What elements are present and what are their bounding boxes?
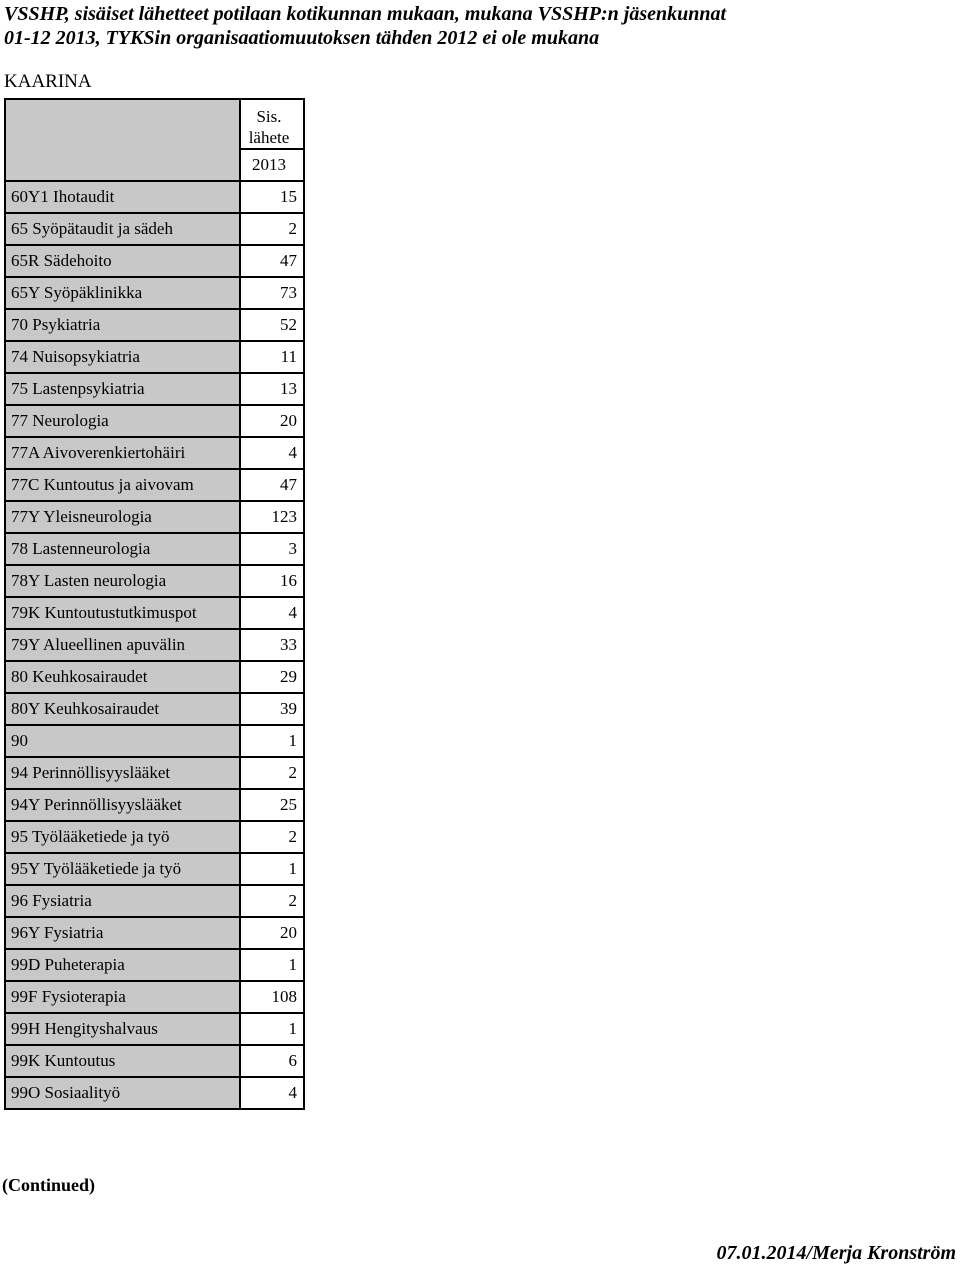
header-label-cell: [5, 99, 240, 181]
row-value: 4: [240, 1077, 304, 1109]
row-value: 47: [240, 469, 304, 501]
row-value: 47: [240, 245, 304, 277]
table-row: [5, 501, 304, 533]
row-value: 20: [240, 405, 304, 437]
table-row: [5, 917, 304, 949]
row-value: 123: [240, 501, 304, 533]
row-value: 29: [240, 661, 304, 693]
table-row: [5, 277, 304, 309]
row-label: 90: [5, 725, 240, 757]
header-row: [5, 99, 304, 149]
row-label: 65R Sädehoito: [5, 245, 240, 277]
table-row: [5, 629, 304, 661]
row-value: 11: [240, 341, 304, 373]
table-row: [5, 373, 304, 405]
row-value: 52: [240, 309, 304, 341]
table-row: [5, 245, 304, 277]
row-label: 99H Hengityshalvaus: [5, 1013, 240, 1045]
table-row: [5, 949, 304, 981]
table-row: [5, 469, 304, 501]
row-label: 80Y Keuhkosairaudet: [5, 693, 240, 725]
continued-note: (Continued): [2, 1175, 96, 1195]
row-label: 95 Työlääketiede ja työ: [5, 821, 240, 853]
row-value: 6: [240, 1045, 304, 1077]
row-label: 60Y1 Ihotaudit: [5, 181, 240, 213]
row-label: 95Y Työlääketiede ja työ: [5, 853, 240, 885]
column-header-line-1: Sis.: [256, 107, 282, 126]
row-label: 80 Keuhkosairaudet: [5, 661, 240, 693]
row-value: 4: [240, 437, 304, 469]
table-row: [5, 661, 304, 693]
table-row: [5, 725, 304, 757]
table-row: [5, 1045, 304, 1077]
row-label: 96 Fysiatria: [5, 885, 240, 917]
table-row: [5, 309, 304, 341]
table-row: [5, 405, 304, 437]
table-row: [5, 341, 304, 373]
row-value: 2: [240, 213, 304, 245]
table-row: [5, 693, 304, 725]
table-row: [5, 885, 304, 917]
title-line-2: 01-12 2013, TYKSin organisaatiomuutoksen tähden 2012 ei ole mukana: [4, 27, 600, 49]
row-value: 108: [240, 981, 304, 1013]
row-label: 78Y Lasten neurologia: [5, 565, 240, 597]
row-value: 16: [240, 565, 304, 597]
column-year: 2013: [240, 149, 304, 181]
row-value: 1: [240, 1013, 304, 1045]
row-value: 4: [240, 597, 304, 629]
row-value: 2: [240, 757, 304, 789]
table-row: [5, 821, 304, 853]
table-row: [5, 533, 304, 565]
row-label: 94 Perinnöllisyyslääket: [5, 757, 240, 789]
row-label: 65Y Syöpäklinikka: [5, 277, 240, 309]
table-row: [5, 789, 304, 821]
table-row: [5, 213, 304, 245]
table-row: [5, 757, 304, 789]
table-row: [5, 437, 304, 469]
row-label: 77C Kuntoutus ja aivovam: [5, 469, 240, 501]
row-label: 99F Fysioterapia: [5, 981, 240, 1013]
row-value: 2: [240, 885, 304, 917]
report-title: [4, 2, 726, 50]
row-value: 1: [240, 853, 304, 885]
row-label: 79K Kuntoutustutkimuspot: [5, 597, 240, 629]
column-header: [240, 99, 304, 149]
title-line-1: VSSHP, sisäiset lähetteet potilaan kotikunnan mukaan, mukana VSSHP:n jäsenkunnat: [4, 3, 727, 25]
row-label: 79Y Alueellinen apuvälin: [5, 629, 240, 661]
table-row: [5, 1077, 304, 1109]
row-value: 39: [240, 693, 304, 725]
row-label: 96Y Fysiatria: [5, 917, 240, 949]
referrals-table: [4, 98, 305, 1110]
row-label: 75 Lastenpsykiatria: [5, 373, 240, 405]
table-row: [5, 853, 304, 885]
row-value: 13: [240, 373, 304, 405]
row-label: 99D Puheterapia: [5, 949, 240, 981]
row-label: 78 Lastenneurologia: [5, 533, 240, 565]
row-value: 15: [240, 181, 304, 213]
row-label: 65 Syöpätaudit ja sädeh: [5, 213, 240, 245]
row-value: 20: [240, 917, 304, 949]
table-row: [5, 565, 304, 597]
row-label: 94Y Perinnöllisyyslääket: [5, 789, 240, 821]
table-row: [5, 1013, 304, 1045]
row-value: 33: [240, 629, 304, 661]
row-label: 99K Kuntoutus: [5, 1045, 240, 1077]
row-value: 3: [240, 533, 304, 565]
signature: 07.01.2014/Merja Kronström: [716, 1242, 956, 1264]
row-label: 77Y Yleisneurologia: [5, 501, 240, 533]
row-value: 2: [240, 821, 304, 853]
row-value: 73: [240, 277, 304, 309]
row-label: 77 Neurologia: [5, 405, 240, 437]
column-header-line-2: lähete: [248, 128, 290, 147]
row-label: 70 Psykiatria: [5, 309, 240, 341]
row-value: 1: [240, 949, 304, 981]
row-label: 99O Sosiaalityö: [5, 1077, 240, 1109]
table-row: [5, 181, 304, 213]
row-value: 25: [240, 789, 304, 821]
row-label: 77A Aivoverenkiertohäiri: [5, 437, 240, 469]
row-label: 74 Nuisopsykiatria: [5, 341, 240, 373]
table-row: [5, 981, 304, 1013]
municipality-label: KAARINA: [4, 71, 92, 92]
row-value: 1: [240, 725, 304, 757]
table-row: [5, 597, 304, 629]
